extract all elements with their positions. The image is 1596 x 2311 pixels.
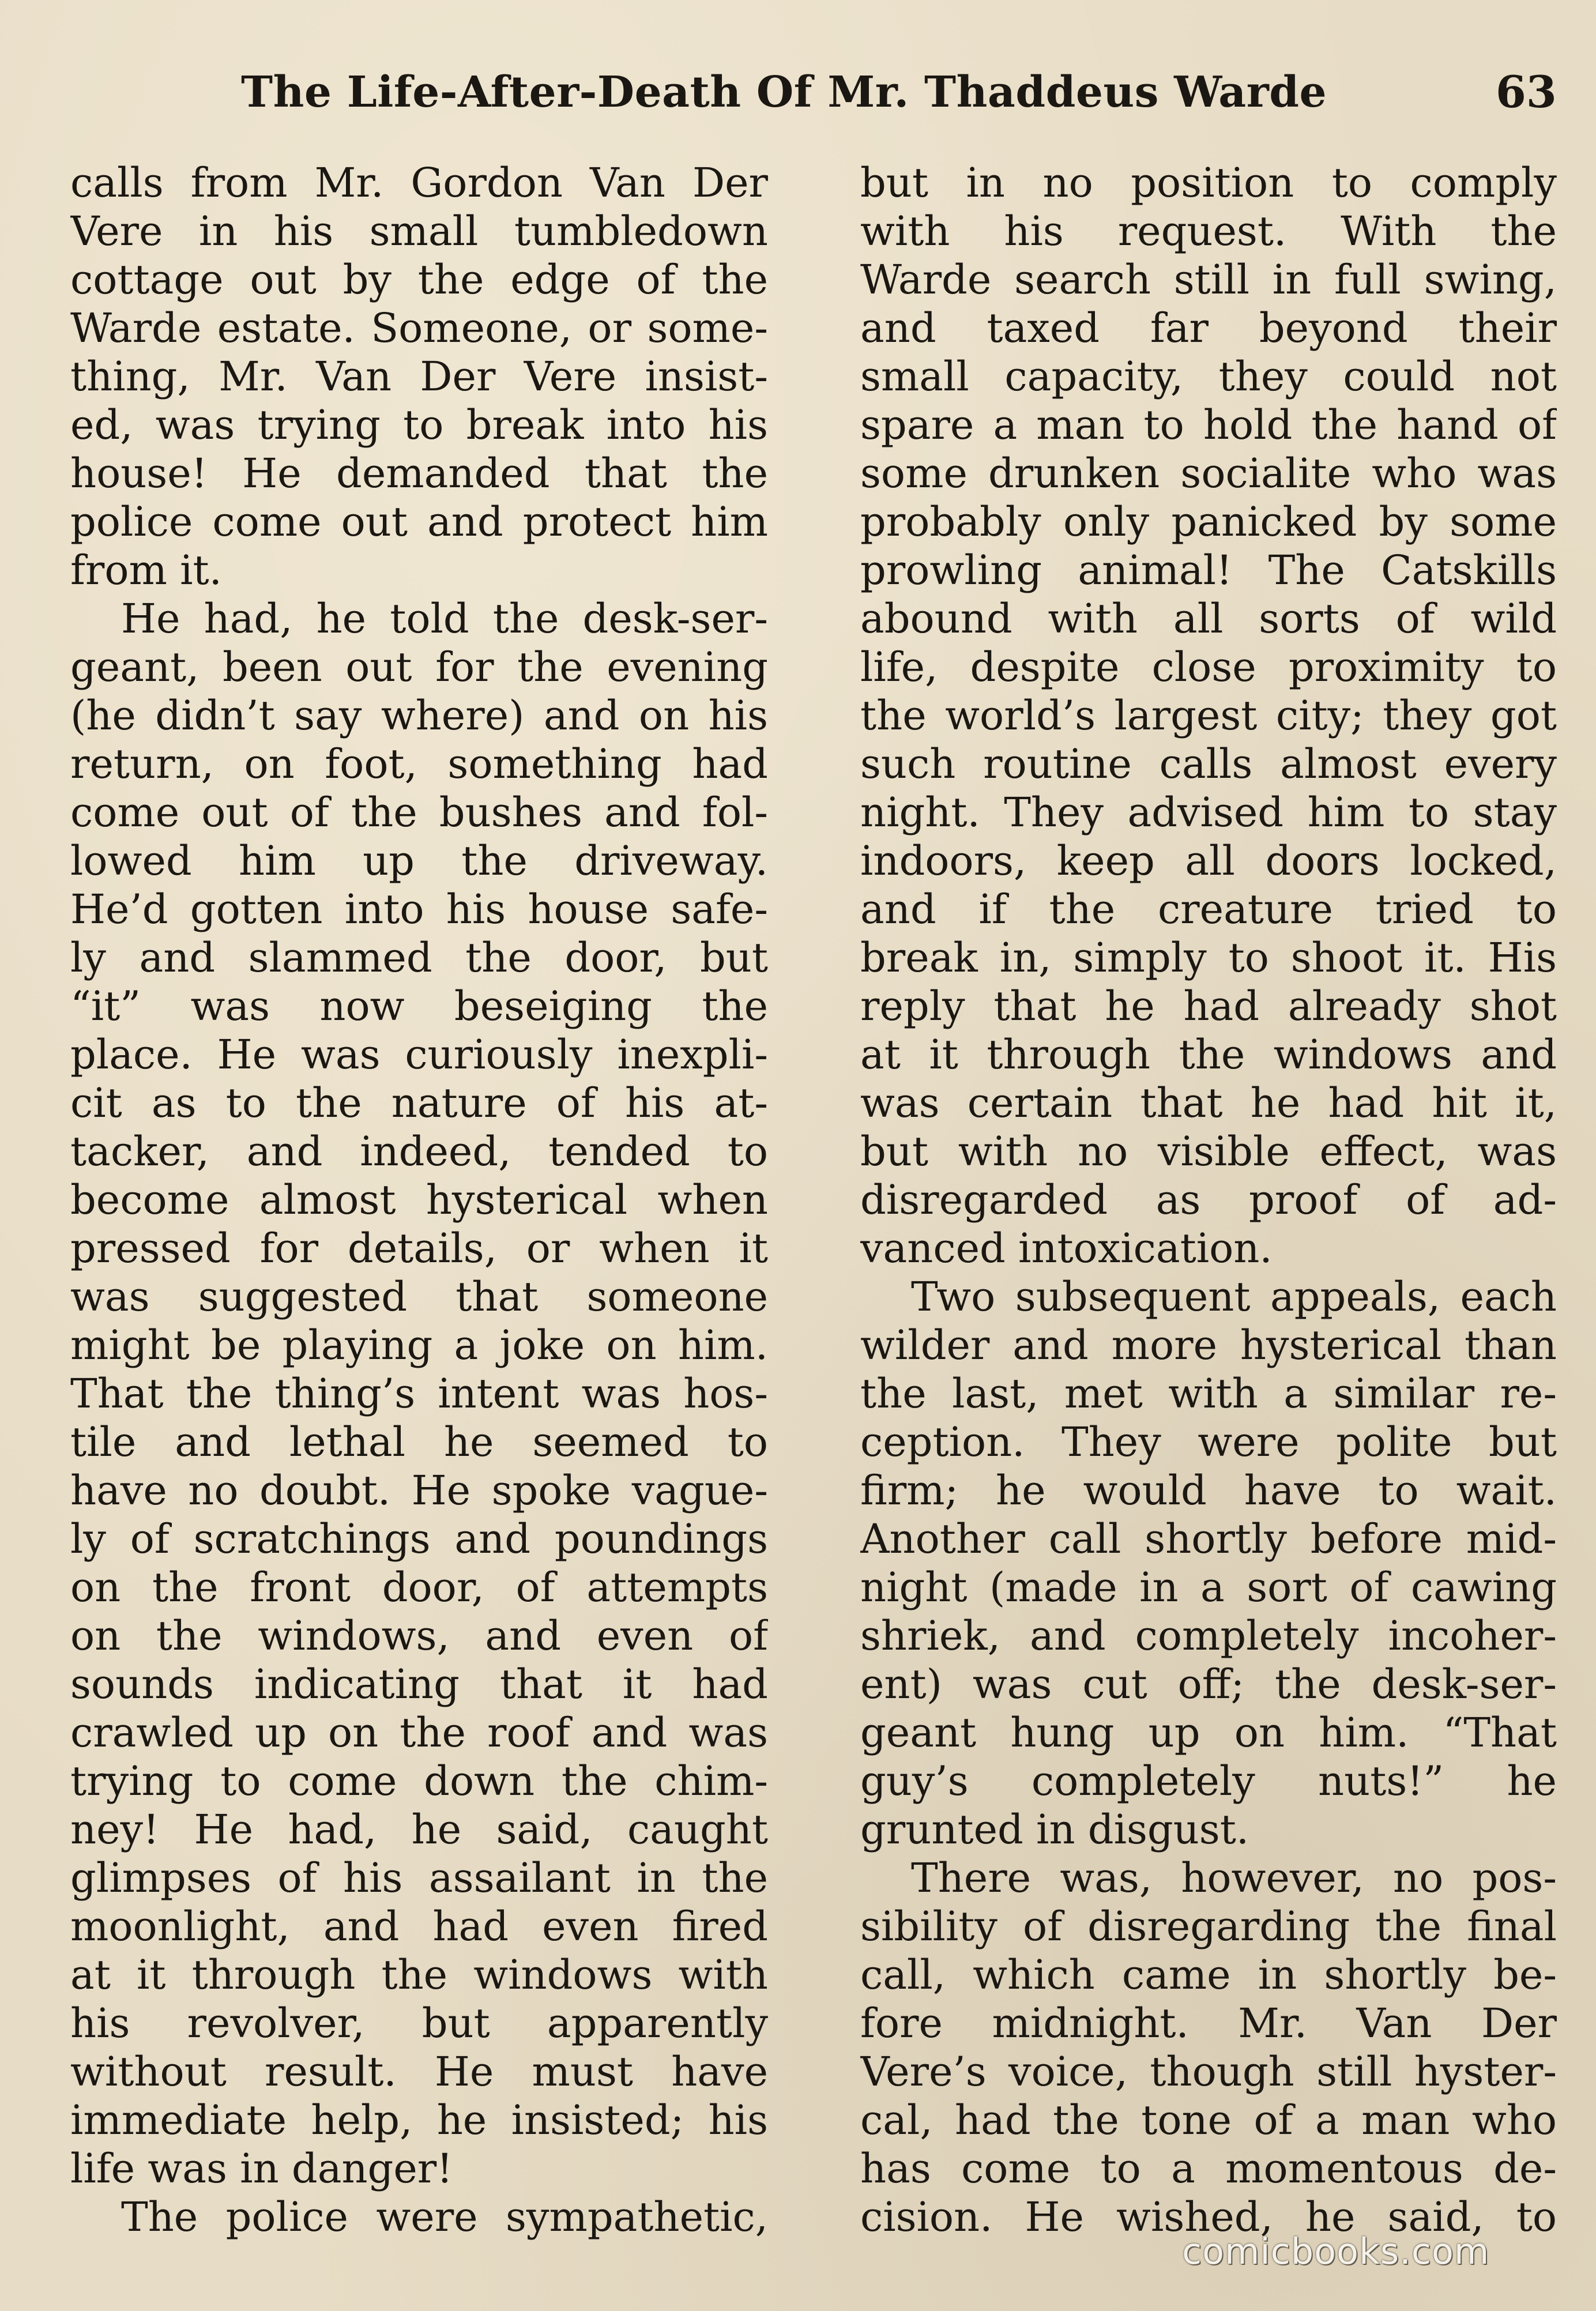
text-line: at it through the windows and: [860, 1031, 1557, 1078]
text-line: but with no visible effect, was: [860, 1128, 1557, 1175]
watermark: comicbooks.com: [1182, 2230, 1490, 2272]
text-line: disregarded as proof of ad-: [860, 1176, 1557, 1224]
text-line: grunted in disgust.: [860, 1806, 1249, 1853]
text-line: vanced intoxication.: [860, 1225, 1273, 1272]
text-line: and if the creature tried to: [860, 886, 1557, 933]
text-line: small capacity, they could not: [860, 353, 1557, 400]
text-line: with his request. With the: [860, 208, 1557, 255]
text-line: indoors, keep all doors locked,: [860, 837, 1557, 884]
text-line: He’d gotten into his house safe-: [70, 886, 768, 933]
text-line: the last, met with a similar re-: [860, 1370, 1557, 1417]
text-line: Two subsequent appeals, each: [911, 1273, 1557, 1320]
text-line: have no doubt. He spoke vague-: [70, 1467, 768, 1514]
text-line: night (made in a sort of cawing: [860, 1564, 1557, 1611]
text-line: Vere in his small tumbledown: [70, 208, 768, 255]
text-line: some drunken socialite who was: [860, 450, 1557, 497]
text-line: the world’s largest city; they got: [860, 692, 1557, 739]
text-line: Warde estate. Someone, or some-: [70, 304, 768, 352]
text-line: There was, however, no pos-: [911, 1854, 1557, 1902]
text-line: return, on foot, something had: [70, 740, 768, 788]
text-line: cal, had the tone of a man who: [860, 2097, 1557, 2144]
text-line: guy’s completely nuts!” he: [860, 1757, 1557, 1805]
text-line: reply that he had already shot: [860, 983, 1557, 1030]
running-title: The Life-After-Death Of Mr. Thaddeus Warde: [241, 67, 1327, 117]
text-line: on the front door, of attempts: [70, 1564, 768, 1611]
text-line: house! He demanded that the: [70, 450, 768, 497]
text-line: police come out and protect him: [70, 498, 768, 545]
text-line: probably only panicked by some: [860, 498, 1557, 545]
text-line: ney! He had, he said, caught: [70, 1806, 768, 1853]
text-line: lowed him up the driveway.: [70, 837, 768, 884]
text-line: become almost hysterical when: [70, 1176, 768, 1224]
text-column-left: [70, 159, 768, 2241]
text-line: glimpses of his assailant in the: [70, 1854, 768, 1902]
text-line: (he didn’t say where) and on his: [70, 692, 768, 739]
text-line: ent) was cut off; the desk-ser-: [860, 1661, 1557, 1708]
text-line: life, despite close proximity to: [860, 643, 1557, 691]
text-line: cit as to the nature of his at-: [70, 1079, 768, 1127]
text-line: shriek, and completely incoher-: [860, 1612, 1557, 1659]
text-line: ed, was trying to break into his: [70, 401, 768, 449]
text-line: life was in danger!: [70, 2145, 453, 2192]
text-line: come out of the bushes and fol-: [70, 789, 768, 836]
text-line: Another call shortly before mid-: [860, 1515, 1557, 1563]
text-line: He had, he told the desk-ser-: [121, 595, 768, 642]
text-line: spare a man to hold the hand of: [860, 401, 1557, 449]
text-line: geant, been out for the evening: [70, 643, 768, 691]
text-line: firm; he would have to wait.: [860, 1467, 1557, 1514]
text-line: ly of scratchings and poundings: [70, 1515, 768, 1563]
text-line: pressed for details, or when it: [70, 1225, 768, 1272]
text-line: place. He was curiously inexpli-: [70, 1031, 768, 1078]
text-line: calls from Mr. Gordon Van Der: [70, 159, 768, 206]
text-line: from it.: [70, 547, 222, 594]
text-line: Warde search still in full swing,: [860, 256, 1557, 303]
text-line: has come to a momentous de-: [860, 2145, 1557, 2192]
text-line: abound with all sorts of wild: [860, 595, 1557, 642]
text-line: cision. He wished, he said, to: [860, 2193, 1557, 2241]
text-line: call, which came in shortly be-: [860, 1951, 1557, 1998]
text-line: without result. He must have: [70, 2048, 768, 2095]
text-line: his revolver, but apparently: [70, 2000, 768, 2047]
text-line: and taxed far beyond their: [860, 304, 1557, 352]
text-line: immediate help, he insisted; his: [70, 2097, 768, 2144]
text-line: ception. They were polite but: [860, 1418, 1557, 1466]
text-line: was suggested that someone: [70, 1273, 768, 1320]
text-line: cottage out by the edge of the: [70, 256, 768, 303]
page-number: 63: [1496, 66, 1557, 118]
text-line: trying to come down the chim-: [70, 1757, 768, 1805]
page-header: [0, 58, 1596, 127]
text-line: ly and slammed the door, but: [70, 934, 768, 981]
text-line: tile and lethal he seemed to: [70, 1418, 768, 1466]
text-line: The police were sympathetic,: [121, 2193, 768, 2241]
text-line: at it through the windows with: [70, 1951, 768, 1998]
text-line: sibility of disregarding the final: [860, 1903, 1557, 1950]
text-line: geant hung up on him. “That: [860, 1709, 1557, 1756]
text-line: fore midnight. Mr. Van Der: [860, 2000, 1557, 2047]
text-line: break in, simply to shoot it. His: [860, 934, 1557, 981]
text-line: sounds indicating that it had: [70, 1661, 768, 1708]
text-line: might be playing a joke on him.: [70, 1322, 768, 1369]
text-line: wilder and more hysterical than: [860, 1322, 1557, 1369]
text-line: but in no position to comply: [860, 159, 1557, 206]
text-line: Vere’s voice, though still hyster-: [860, 2048, 1557, 2095]
text-line: on the windows, and even of: [70, 1612, 768, 1659]
text-column-right: [860, 159, 1557, 2241]
text-line: crawled up on the roof and was: [70, 1709, 768, 1756]
text-line: prowling animal! The Catskills: [860, 547, 1557, 594]
text-line: such routine calls almost every: [860, 740, 1557, 788]
text-line: thing, Mr. Van Der Vere insist-: [70, 353, 768, 400]
text-line: night. They advised him to stay: [860, 789, 1557, 836]
text-line: tacker, and indeed, tended to: [70, 1128, 768, 1175]
text-line: That the thing’s intent was hos-: [70, 1370, 768, 1417]
text-line: was certain that he had hit it,: [860, 1079, 1557, 1127]
text-line: moonlight, and had even fired: [70, 1903, 768, 1950]
text-line: “it” was now beseiging the: [70, 983, 768, 1030]
